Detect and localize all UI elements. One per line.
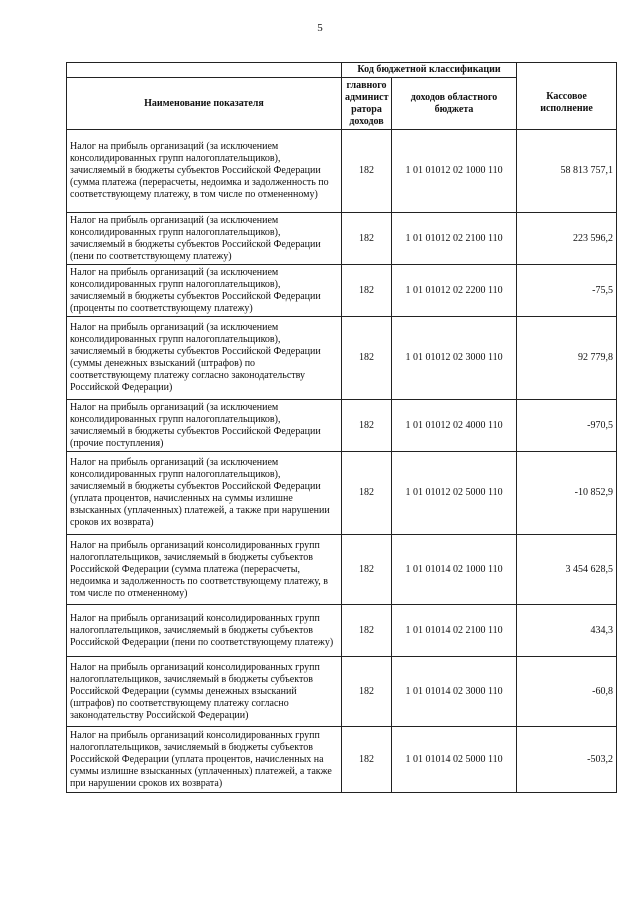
revenue-code-cell: 1 01 01012 02 1000 110 xyxy=(392,130,517,213)
admin-code-cell: 182 xyxy=(342,657,392,727)
table-row xyxy=(67,130,617,213)
table-row xyxy=(67,213,617,265)
budget-table xyxy=(66,62,617,793)
revenue-code-cell: 1 01 01012 02 5000 110 xyxy=(392,452,517,535)
admin-code-cell: 182 xyxy=(342,265,392,317)
budget-code-header: Код бюджетной классификации xyxy=(342,63,517,78)
table-body xyxy=(67,130,617,793)
revenue-code-cell: 1 01 01014 02 5000 110 xyxy=(392,727,517,793)
table-row xyxy=(67,727,617,793)
admin-code-cell: 182 xyxy=(342,452,392,535)
revenue-code-cell: 1 01 01012 02 3000 110 xyxy=(392,317,517,400)
revenue-code-cell: 1 01 01012 02 4000 110 xyxy=(392,400,517,452)
cash-amount-cell: 223 596,2 xyxy=(517,213,617,265)
cash-amount-cell: -60,8 xyxy=(517,657,617,727)
cash-amount-cell: 58 813 757,1 xyxy=(517,130,617,213)
cash-amount-cell: 434,3 xyxy=(517,605,617,657)
admin-code-cell: 182 xyxy=(342,727,392,793)
table-row xyxy=(67,605,617,657)
indicator-name-cell: Налог на прибыль организаций (за исключением консолидированных групп налогоплательщиков), зачисляемый в бюджеты субъектов Российской Федерации (пени по соответствующему платежу) xyxy=(67,213,342,265)
revenue-code-column-header: доходов областного бюджета xyxy=(392,78,517,130)
indicator-name-cell: Налог на прибыль организаций (за исключением консолидированных групп налогоплательщиков), зачисляемый в бюджеты субъектов Российской Федерации (уплата процентов, начисленных на суммы излишне взысканных (уплаченных) платежей, а также при нарушении сроков их возврата) xyxy=(67,452,342,535)
admin-code-cell: 182 xyxy=(342,213,392,265)
table-row xyxy=(67,657,617,727)
indicator-name-cell: Налог на прибыль организаций консолидированных групп налогоплательщиков, зачисляемый в бюджеты субъектов Российской Федерации (пени по соответствующему платежу) xyxy=(67,605,342,657)
cash-column-header: Кассовое исполнение xyxy=(517,78,617,130)
admin-code-cell: 182 xyxy=(342,130,392,213)
table-row xyxy=(67,317,617,400)
cash-amount-cell: 3 454 628,5 xyxy=(517,535,617,605)
indicator-name-cell: Налог на прибыль организаций (за исключением консолидированных групп налогоплательщиков), зачисляемый в бюджеты субъектов Российской Федерации (суммы денежных взысканий (штрафов) по соответствующему платежу согласно законодательству Российской Федерации) xyxy=(67,317,342,400)
cash-amount-cell: 92 779,8 xyxy=(517,317,617,400)
revenue-code-cell: 1 01 01014 02 3000 110 xyxy=(392,657,517,727)
indicator-name-cell: Налог на прибыль организаций консолидированных групп налогоплательщиков, зачисляемый в бюджеты субъектов Российской Федерации (уплата процентов, начисленных на суммы излишне взысканных (уплаченных) платежей, а также при нарушении сроков их возврата) xyxy=(67,727,342,793)
indicator-name-cell: Налог на прибыль организаций консолидированных групп налогоплательщиков, зачисляемый в бюджеты субъектов Российской Федерации (суммы денежных взысканий (штрафов) по соответствующему платежу согласно законодательству Российской Федерации) xyxy=(67,657,342,727)
table-row xyxy=(67,535,617,605)
page-number: 5 xyxy=(317,22,323,34)
indicator-name-cell: Налог на прибыль организаций (за исключением консолидированных групп налогоплательщиков), зачисляемый в бюджеты субъектов Российской Федерации (проценты по соответствующему платежу) xyxy=(67,265,342,317)
revenue-code-cell: 1 01 01014 02 2100 110 xyxy=(392,605,517,657)
admin-column-header: главного админист ратора доходов xyxy=(342,78,392,130)
revenue-code-cell: 1 01 01012 02 2100 110 xyxy=(392,213,517,265)
admin-code-cell: 182 xyxy=(342,605,392,657)
admin-code-cell: 182 xyxy=(342,535,392,605)
table-row xyxy=(67,265,617,317)
cash-amount-cell: -970,5 xyxy=(517,400,617,452)
table-row xyxy=(67,452,617,535)
admin-code-cell: 182 xyxy=(342,400,392,452)
indicator-name-cell: Налог на прибыль организаций консолидированных групп налогоплательщиков, зачисляемый в бюджеты субъектов Российской Федерации (сумма платежа (перерасчеты, недоимка и задолженность по соответствующему платежу, в том числе по отмененному) xyxy=(67,535,342,605)
table-row xyxy=(67,400,617,452)
cash-amount-cell: -10 852,9 xyxy=(517,452,617,535)
admin-code-cell: 182 xyxy=(342,317,392,400)
indicator-name-cell: Налог на прибыль организаций (за исключением консолидированных групп налогоплательщиков), зачисляемый в бюджеты субъектов Российской Федерации (прочие поступления) xyxy=(67,400,342,452)
cash-amount-cell: -75,5 xyxy=(517,265,617,317)
cash-amount-cell: -503,2 xyxy=(517,727,617,793)
revenue-code-cell: 1 01 01012 02 2200 110 xyxy=(392,265,517,317)
name-column-header: Наименование показателя xyxy=(67,78,342,130)
indicator-name-cell: Налог на прибыль организаций (за исключением консолидированных групп налогоплательщиков), зачисляемый в бюджеты субъектов Российской Федерации (сумма платежа (перерасчеты, недоимка и задолженность по соответствующему платежу, в том числе по отмененному) xyxy=(67,130,342,213)
revenue-code-cell: 1 01 01014 02 1000 110 xyxy=(392,535,517,605)
